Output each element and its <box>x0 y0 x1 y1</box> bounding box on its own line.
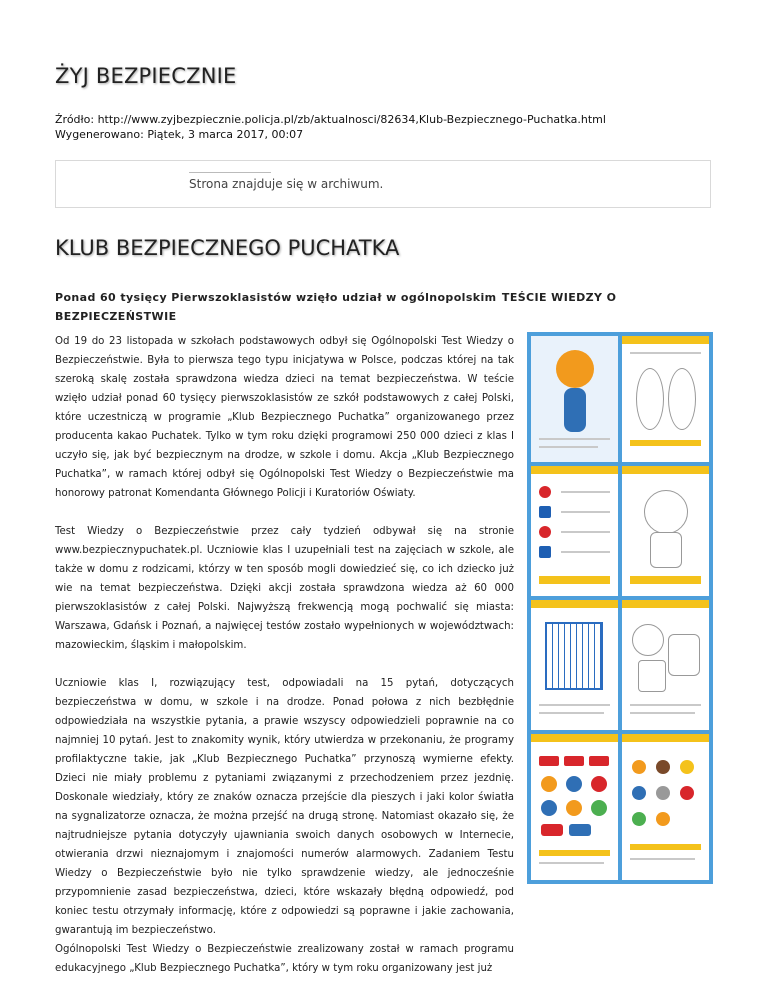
article-lead <box>55 288 715 326</box>
lead-text-part1: Ponad 60 tysięcy Pierwszoklasistów wzięło udział w ogólnopolskim <box>55 291 497 304</box>
paragraph-1: Od 19 do 23 listopada w szkołach podstawowych odbył się Ogólnopolski Test Wiedzy o Bezpieczeństwie. Była to pierwsza tego typu inicjatywa w Polsce, podczas której na tak szeroką skalę została sprawdzona wiedza dzieci na temat bezpieczeństwa. W teście wzięło udział ponad 60 tysięcy pierwszoklasistów ze szkół podstawowych z całej Polski, które uczestniczą w programie „Klub Bezpiecznego Puchatka” organizowanego przez producenta kakao Puchatek. Tylko w tym roku dzięki programowi 250 000 dzieci z klas I uczyło się, jak być bezpiecznym na drodze, w szkole i domu. Akcja „Klub Bezpiecznego Puchatka”, w ramach której odbył się Ogólnopolski Test Wiedzy o Bezpieczeństwie ma honorowy patronat Komendanta Głównego Policji i Kuratoriów Oświaty. <box>55 336 514 499</box>
booklet-page-7 <box>531 734 618 880</box>
activity-booklet-image <box>527 332 713 884</box>
lead-text-part2: TEŚCIE WIEDZY O BEZPIECZEŃSTWIE <box>55 291 617 323</box>
paragraph-4: Ogólnopolski Test Wiedzy o Bezpieczeństwie zrealizowany został w ramach programu edukacyjnego „Klub Bezpiecznego Puchatka”, który w tym roku organizowany jest już <box>55 944 514 974</box>
booklet-page-6 <box>622 600 709 730</box>
archive-notice-box <box>55 160 711 208</box>
article-body <box>55 332 514 978</box>
booklet-page-3 <box>531 466 618 596</box>
booklet-page-2 <box>622 336 709 462</box>
source-url: Źródło: http://www.zyjbezpiecznie.policja.pl/zb/aktualnosci/82634,Klub-Bezpiecznego-Puchatka.html <box>55 113 606 126</box>
booklet-page-4 <box>622 466 709 596</box>
site-title: ŻYJ BEZPIECZNIE <box>55 64 237 88</box>
article-title: KLUB BEZPIECZNEGO PUCHATKA <box>55 236 400 260</box>
booklet-page-1 <box>531 336 618 462</box>
generated-date: Wygenerowano: Piątek, 3 marca 2017, 00:07 <box>55 128 304 141</box>
paragraph-2: Test Wiedzy o Bezpieczeństwie przez cały tydzień odbywał się na stronie www.bezpiecznypuchatek.pl. Uczniowie klas I uzupełniali test na zajęciach w szkole, ale także w domu z rodzicami, którzy w ten sposób mogli dowiedzieć się, co ich dziecko już wie na temat bezpieczeństwa. Dzięki akcji została sprawdzona wiedza aż 60 000 pierwszoklasistów z całej Polski. Najwyższą frekwencją mogą pochwalić się miasta: Warszawa, Gdańsk i Poznań, a najwięcej testów zostało wypełnionych w województwach: mazowieckim, śląskim i małopolskim. <box>55 526 514 651</box>
archive-notice-divider <box>189 172 271 173</box>
archive-notice-text: Strona znajduje się w archiwum. <box>189 177 384 191</box>
booklet-page-5 <box>531 600 618 730</box>
paragraph-3: Uczniowie klas I, rozwiązujący test, odpowiadali na 15 pytań, dotyczących bezpieczeństwa w domu, w szkole i na drodze. Ponad połowa z nich bezbłędnie odpowiedziała na wszystkie pytania, a prawie wszyscy odpowiedzieli poprawnie na co najmniej 10 pytań. Jest to znakomity wynik, który utwierdza w przekonaniu, że programy profilaktyczne takie, jak „Klub Bezpiecznego Puchatka” przynoszą wymierne efekty. Dzieci nie miały problemu z pytaniami związanymi z przechodzeniem przez jezdnię. Doskonale wiedziały, który ze znaków oznacza przejście dla pieszych i jaki kolor światła na sygnalizatorze oznacza, że można przejść na drugą stronę. Natomiast okazało się, że najtrudniejsze pytania dotyczyły ujawniania swoich danych osobowych w Internecie, otwierania drzwi nieznajomym i znajomości numerów alarmowych. Zadaniem Testu Wiedzy o Bezpieczeństwie było nie tylko sprawdzenie wiedzy, ale jednocześnie przypomnienie zasad bezpieczeństwa, dzieci, które wskazały błędną odpowiedź, pod koniec testu otrzymały informację, które z odpowiedzi są poprawne i jakie zachowania, gwarantują im bezpieczeństwo. <box>55 678 514 936</box>
document-meta <box>55 112 606 142</box>
booklet-page-8 <box>622 734 709 880</box>
